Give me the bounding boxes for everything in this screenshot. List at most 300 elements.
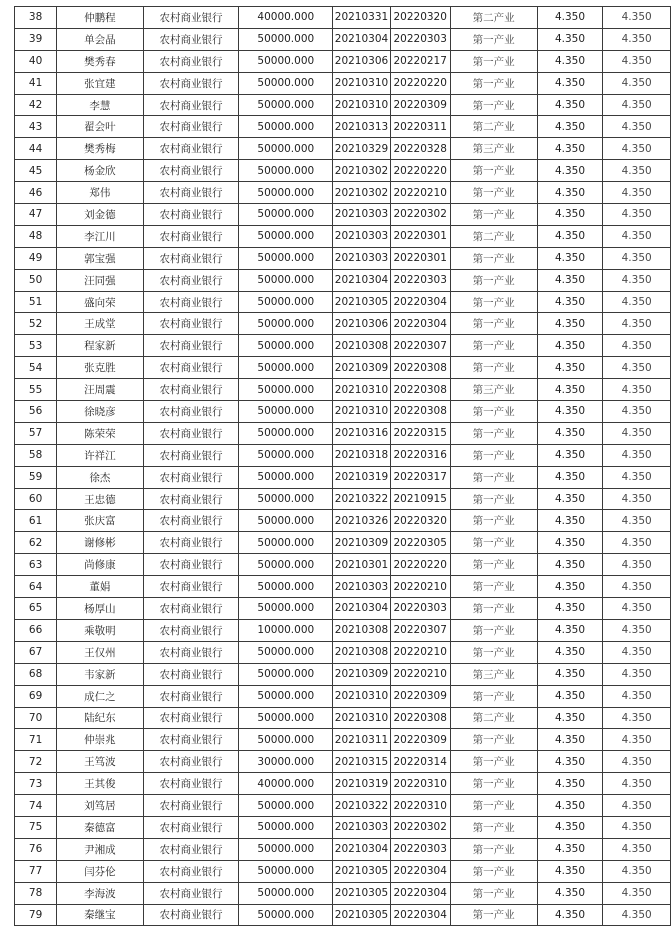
bank-name-cell: 农村商业银行 — [143, 816, 239, 838]
borrower-name-cell: 陈荣荣 — [57, 422, 143, 444]
borrower-name-cell: 樊秀春 — [57, 50, 143, 72]
industry-cell: 第一产业 — [450, 335, 537, 357]
start-date-cell: 20210309 — [333, 357, 391, 379]
end-date-cell: 20220311 — [390, 116, 450, 138]
table-row — [15, 225, 671, 247]
loan-table — [14, 6, 671, 926]
row-number-cell: 56 — [15, 401, 57, 423]
table-row — [15, 488, 671, 510]
end-date-cell: 20220210 — [390, 576, 450, 598]
borrower-name-cell: 尹湘成 — [57, 838, 143, 860]
industry-cell: 第一产业 — [450, 247, 537, 269]
bank-name-cell: 农村商业银行 — [143, 182, 239, 204]
borrower-name-cell: 徐杰 — [57, 466, 143, 488]
loan-amount-cell: 50000.000 — [239, 685, 333, 707]
interest-rate-cell: 4.350 — [537, 204, 603, 226]
bank-name-cell: 农村商业银行 — [143, 685, 239, 707]
subsidy-rate-cell: 4.350 — [603, 291, 671, 313]
industry-cell: 第一产业 — [450, 488, 537, 510]
table-row — [15, 138, 671, 160]
subsidy-rate-cell: 4.350 — [603, 204, 671, 226]
start-date-cell: 20210331 — [333, 7, 391, 29]
loan-amount-cell: 50000.000 — [239, 357, 333, 379]
borrower-name-cell: 汪同强 — [57, 269, 143, 291]
row-number-cell: 45 — [15, 160, 57, 182]
industry-cell: 第一产业 — [450, 816, 537, 838]
bank-name-cell: 农村商业银行 — [143, 401, 239, 423]
interest-rate-cell: 4.350 — [537, 138, 603, 160]
subsidy-rate-cell: 4.350 — [603, 247, 671, 269]
subsidy-rate-cell: 4.350 — [603, 72, 671, 94]
borrower-name-cell: 张克胜 — [57, 357, 143, 379]
loan-amount-cell: 50000.000 — [239, 641, 333, 663]
bank-name-cell: 农村商业银行 — [143, 247, 239, 269]
loan-amount-cell: 30000.000 — [239, 751, 333, 773]
borrower-name-cell: 樊秀梅 — [57, 138, 143, 160]
industry-cell: 第一产业 — [450, 729, 537, 751]
subsidy-rate-cell: 4.350 — [603, 116, 671, 138]
industry-cell: 第二产业 — [450, 225, 537, 247]
interest-rate-cell: 4.350 — [537, 379, 603, 401]
subsidy-rate-cell: 4.350 — [603, 576, 671, 598]
subsidy-rate-cell: 4.350 — [603, 510, 671, 532]
interest-rate-cell: 4.350 — [537, 335, 603, 357]
bank-name-cell: 农村商业银行 — [143, 50, 239, 72]
table-row — [15, 116, 671, 138]
table-row — [15, 28, 671, 50]
row-number-cell: 53 — [15, 335, 57, 357]
interest-rate-cell: 4.350 — [537, 444, 603, 466]
loan-amount-cell: 50000.000 — [239, 444, 333, 466]
bank-name-cell: 农村商业银行 — [143, 729, 239, 751]
end-date-cell: 20220304 — [390, 904, 450, 926]
subsidy-rate-cell: 4.350 — [603, 532, 671, 554]
borrower-name-cell: 翟会叶 — [57, 116, 143, 138]
table-row — [15, 707, 671, 729]
subsidy-rate-cell: 4.350 — [603, 269, 671, 291]
row-number-cell: 48 — [15, 225, 57, 247]
bank-name-cell: 农村商业银行 — [143, 160, 239, 182]
bank-name-cell: 农村商业银行 — [143, 28, 239, 50]
end-date-cell: 20220328 — [390, 138, 450, 160]
borrower-name-cell: 王仅州 — [57, 641, 143, 663]
loan-amount-cell: 50000.000 — [239, 663, 333, 685]
interest-rate-cell: 4.350 — [537, 182, 603, 204]
subsidy-rate-cell: 4.350 — [603, 554, 671, 576]
table-row — [15, 576, 671, 598]
row-number-cell: 61 — [15, 510, 57, 532]
subsidy-rate-cell: 4.350 — [603, 313, 671, 335]
end-date-cell: 20220309 — [390, 94, 450, 116]
loan-amount-cell: 50000.000 — [239, 816, 333, 838]
table-row — [15, 401, 671, 423]
subsidy-rate-cell: 4.350 — [603, 401, 671, 423]
start-date-cell: 20210303 — [333, 225, 391, 247]
start-date-cell: 20210310 — [333, 707, 391, 729]
start-date-cell: 20210303 — [333, 247, 391, 269]
industry-cell: 第三产业 — [450, 379, 537, 401]
borrower-name-cell: 杨厚山 — [57, 598, 143, 620]
bank-name-cell: 农村商业银行 — [143, 663, 239, 685]
end-date-cell: 20220303 — [390, 838, 450, 860]
industry-cell: 第一产业 — [450, 401, 537, 423]
borrower-name-cell: 杨金欣 — [57, 160, 143, 182]
loan-amount-cell: 50000.000 — [239, 838, 333, 860]
interest-rate-cell: 4.350 — [537, 882, 603, 904]
loan-amount-cell: 50000.000 — [239, 72, 333, 94]
table-row — [15, 379, 671, 401]
industry-cell: 第一产业 — [450, 291, 537, 313]
row-number-cell: 74 — [15, 795, 57, 817]
table-row — [15, 247, 671, 269]
end-date-cell: 20220304 — [390, 291, 450, 313]
start-date-cell: 20210304 — [333, 838, 391, 860]
bank-name-cell: 农村商业银行 — [143, 576, 239, 598]
bank-name-cell: 农村商业银行 — [143, 488, 239, 510]
industry-cell: 第三产业 — [450, 138, 537, 160]
industry-cell: 第一产业 — [450, 904, 537, 926]
subsidy-rate-cell: 4.350 — [603, 160, 671, 182]
table-row — [15, 357, 671, 379]
end-date-cell: 20220210 — [390, 182, 450, 204]
start-date-cell: 20210303 — [333, 576, 391, 598]
loan-amount-cell: 50000.000 — [239, 598, 333, 620]
subsidy-rate-cell: 4.350 — [603, 7, 671, 29]
borrower-name-cell: 李海波 — [57, 882, 143, 904]
interest-rate-cell: 4.350 — [537, 28, 603, 50]
borrower-name-cell: 仲崇兆 — [57, 729, 143, 751]
row-number-cell: 52 — [15, 313, 57, 335]
bank-name-cell: 农村商业银行 — [143, 225, 239, 247]
borrower-name-cell: 盛向荣 — [57, 291, 143, 313]
loan-amount-cell: 50000.000 — [239, 488, 333, 510]
bank-name-cell: 农村商业银行 — [143, 444, 239, 466]
interest-rate-cell: 4.350 — [537, 598, 603, 620]
end-date-cell: 20220303 — [390, 28, 450, 50]
row-number-cell: 50 — [15, 269, 57, 291]
table-row — [15, 313, 671, 335]
borrower-name-cell: 王笃波 — [57, 751, 143, 773]
row-number-cell: 70 — [15, 707, 57, 729]
table-row — [15, 50, 671, 72]
end-date-cell: 20220320 — [390, 510, 450, 532]
start-date-cell: 20210309 — [333, 532, 391, 554]
industry-cell: 第一产业 — [450, 28, 537, 50]
start-date-cell: 20210310 — [333, 94, 391, 116]
start-date-cell: 20210326 — [333, 510, 391, 532]
loan-amount-cell: 50000.000 — [239, 729, 333, 751]
row-number-cell: 58 — [15, 444, 57, 466]
row-number-cell: 44 — [15, 138, 57, 160]
table-row — [15, 94, 671, 116]
row-number-cell: 78 — [15, 882, 57, 904]
end-date-cell: 20220308 — [390, 379, 450, 401]
end-date-cell: 20220305 — [390, 532, 450, 554]
subsidy-rate-cell: 4.350 — [603, 663, 671, 685]
end-date-cell: 20220314 — [390, 751, 450, 773]
row-number-cell: 54 — [15, 357, 57, 379]
interest-rate-cell: 4.350 — [537, 707, 603, 729]
interest-rate-cell: 4.350 — [537, 401, 603, 423]
borrower-name-cell: 刘笃居 — [57, 795, 143, 817]
bank-name-cell: 农村商业银行 — [143, 554, 239, 576]
industry-cell: 第二产业 — [450, 707, 537, 729]
borrower-name-cell: 徐晓彦 — [57, 401, 143, 423]
subsidy-rate-cell: 4.350 — [603, 838, 671, 860]
bank-name-cell: 农村商业银行 — [143, 641, 239, 663]
table-row — [15, 729, 671, 751]
start-date-cell: 20210306 — [333, 50, 391, 72]
loan-amount-cell: 50000.000 — [239, 532, 333, 554]
bank-name-cell: 农村商业银行 — [143, 72, 239, 94]
industry-cell: 第一产业 — [450, 466, 537, 488]
borrower-name-cell: 程家新 — [57, 335, 143, 357]
bank-name-cell: 农村商业银行 — [143, 422, 239, 444]
interest-rate-cell: 4.350 — [537, 357, 603, 379]
subsidy-rate-cell: 4.350 — [603, 729, 671, 751]
table-row — [15, 838, 671, 860]
loan-amount-cell: 50000.000 — [239, 576, 333, 598]
start-date-cell: 20210319 — [333, 773, 391, 795]
start-date-cell: 20210302 — [333, 182, 391, 204]
row-number-cell: 65 — [15, 598, 57, 620]
subsidy-rate-cell: 4.350 — [603, 751, 671, 773]
row-number-cell: 62 — [15, 532, 57, 554]
interest-rate-cell: 4.350 — [537, 751, 603, 773]
loan-amount-cell: 40000.000 — [239, 7, 333, 29]
end-date-cell: 20220302 — [390, 204, 450, 226]
bank-name-cell: 农村商业银行 — [143, 357, 239, 379]
bank-name-cell: 农村商业银行 — [143, 532, 239, 554]
loan-table-sheet — [14, 6, 671, 926]
start-date-cell: 20210310 — [333, 401, 391, 423]
start-date-cell: 20210311 — [333, 729, 391, 751]
interest-rate-cell: 4.350 — [537, 422, 603, 444]
industry-cell: 第一产业 — [450, 532, 537, 554]
start-date-cell: 20210308 — [333, 335, 391, 357]
interest-rate-cell: 4.350 — [537, 663, 603, 685]
start-date-cell: 20210305 — [333, 291, 391, 313]
industry-cell: 第一产业 — [450, 860, 537, 882]
industry-cell: 第一产业 — [450, 838, 537, 860]
borrower-name-cell: 李江川 — [57, 225, 143, 247]
interest-rate-cell: 4.350 — [537, 488, 603, 510]
loan-amount-cell: 50000.000 — [239, 401, 333, 423]
borrower-name-cell: 成仁之 — [57, 685, 143, 707]
bank-name-cell: 农村商业银行 — [143, 313, 239, 335]
row-number-cell: 66 — [15, 619, 57, 641]
end-date-cell: 20220302 — [390, 816, 450, 838]
bank-name-cell: 农村商业银行 — [143, 291, 239, 313]
end-date-cell: 20220217 — [390, 50, 450, 72]
end-date-cell: 20220210 — [390, 663, 450, 685]
end-date-cell: 20220220 — [390, 160, 450, 182]
row-number-cell: 79 — [15, 904, 57, 926]
subsidy-rate-cell: 4.350 — [603, 795, 671, 817]
start-date-cell: 20210309 — [333, 663, 391, 685]
start-date-cell: 20210329 — [333, 138, 391, 160]
borrower-name-cell: 张宜建 — [57, 72, 143, 94]
table-row — [15, 422, 671, 444]
industry-cell: 第一产业 — [450, 313, 537, 335]
subsidy-rate-cell: 4.350 — [603, 598, 671, 620]
interest-rate-cell: 4.350 — [537, 532, 603, 554]
row-number-cell: 71 — [15, 729, 57, 751]
borrower-name-cell: 秦继宝 — [57, 904, 143, 926]
borrower-name-cell: 仲鹏程 — [57, 7, 143, 29]
loan-amount-cell: 50000.000 — [239, 269, 333, 291]
start-date-cell: 20210302 — [333, 160, 391, 182]
loan-amount-cell: 50000.000 — [239, 116, 333, 138]
start-date-cell: 20210310 — [333, 72, 391, 94]
row-number-cell: 59 — [15, 466, 57, 488]
industry-cell: 第一产业 — [450, 94, 537, 116]
row-number-cell: 39 — [15, 28, 57, 50]
row-number-cell: 75 — [15, 816, 57, 838]
end-date-cell: 20220308 — [390, 401, 450, 423]
row-number-cell: 72 — [15, 751, 57, 773]
loan-amount-cell: 50000.000 — [239, 247, 333, 269]
bank-name-cell: 农村商业银行 — [143, 269, 239, 291]
row-number-cell: 69 — [15, 685, 57, 707]
end-date-cell: 20220301 — [390, 225, 450, 247]
interest-rate-cell: 4.350 — [537, 554, 603, 576]
row-number-cell: 73 — [15, 773, 57, 795]
row-number-cell: 63 — [15, 554, 57, 576]
end-date-cell: 20220320 — [390, 7, 450, 29]
industry-cell: 第二产业 — [450, 7, 537, 29]
row-number-cell: 60 — [15, 488, 57, 510]
start-date-cell: 20210319 — [333, 466, 391, 488]
subsidy-rate-cell: 4.350 — [603, 50, 671, 72]
end-date-cell: 20220220 — [390, 72, 450, 94]
row-number-cell: 42 — [15, 94, 57, 116]
start-date-cell: 20210308 — [333, 641, 391, 663]
loan-amount-cell: 50000.000 — [239, 50, 333, 72]
borrower-name-cell: 韦家新 — [57, 663, 143, 685]
bank-name-cell: 农村商业银行 — [143, 335, 239, 357]
borrower-name-cell: 秦德富 — [57, 816, 143, 838]
table-row — [15, 291, 671, 313]
bank-name-cell: 农村商业银行 — [143, 838, 239, 860]
interest-rate-cell: 4.350 — [537, 816, 603, 838]
bank-name-cell: 农村商业银行 — [143, 510, 239, 532]
borrower-name-cell: 郑伟 — [57, 182, 143, 204]
subsidy-rate-cell: 4.350 — [603, 860, 671, 882]
end-date-cell: 20220220 — [390, 554, 450, 576]
industry-cell: 第一产业 — [450, 50, 537, 72]
interest-rate-cell: 4.350 — [537, 576, 603, 598]
end-date-cell: 20220317 — [390, 466, 450, 488]
start-date-cell: 20210305 — [333, 904, 391, 926]
row-number-cell: 77 — [15, 860, 57, 882]
industry-cell: 第一产业 — [450, 422, 537, 444]
loan-amount-cell: 50000.000 — [239, 422, 333, 444]
end-date-cell: 20220303 — [390, 598, 450, 620]
bank-name-cell: 农村商业银行 — [143, 795, 239, 817]
loan-amount-cell: 10000.000 — [239, 619, 333, 641]
industry-cell: 第一产业 — [450, 444, 537, 466]
borrower-name-cell: 谢修彬 — [57, 532, 143, 554]
table-row — [15, 532, 671, 554]
start-date-cell: 20210313 — [333, 116, 391, 138]
interest-rate-cell: 4.350 — [537, 685, 603, 707]
interest-rate-cell: 4.350 — [537, 225, 603, 247]
industry-cell: 第一产业 — [450, 641, 537, 663]
row-number-cell: 67 — [15, 641, 57, 663]
end-date-cell: 20220310 — [390, 795, 450, 817]
end-date-cell: 20220304 — [390, 313, 450, 335]
end-date-cell: 20220307 — [390, 335, 450, 357]
borrower-name-cell: 许祥江 — [57, 444, 143, 466]
row-number-cell: 55 — [15, 379, 57, 401]
loan-amount-cell: 40000.000 — [239, 773, 333, 795]
interest-rate-cell: 4.350 — [537, 291, 603, 313]
subsidy-rate-cell: 4.350 — [603, 422, 671, 444]
row-number-cell: 64 — [15, 576, 57, 598]
table-row — [15, 663, 671, 685]
row-number-cell: 47 — [15, 204, 57, 226]
table-row — [15, 619, 671, 641]
interest-rate-cell: 4.350 — [537, 116, 603, 138]
table-row — [15, 641, 671, 663]
bank-name-cell: 农村商业银行 — [143, 619, 239, 641]
end-date-cell: 20220304 — [390, 882, 450, 904]
end-date-cell: 20220304 — [390, 860, 450, 882]
start-date-cell: 20210305 — [333, 882, 391, 904]
subsidy-rate-cell: 4.350 — [603, 225, 671, 247]
loan-amount-cell: 50000.000 — [239, 225, 333, 247]
row-number-cell: 38 — [15, 7, 57, 29]
table-row — [15, 466, 671, 488]
industry-cell: 第一产业 — [450, 160, 537, 182]
table-row — [15, 7, 671, 29]
borrower-name-cell: 王忠德 — [57, 488, 143, 510]
industry-cell: 第一产业 — [450, 795, 537, 817]
subsidy-rate-cell: 4.350 — [603, 619, 671, 641]
start-date-cell: 20210318 — [333, 444, 391, 466]
loan-amount-cell: 50000.000 — [239, 379, 333, 401]
loan-amount-cell: 50000.000 — [239, 554, 333, 576]
industry-cell: 第一产业 — [450, 357, 537, 379]
row-number-cell: 76 — [15, 838, 57, 860]
start-date-cell: 20210322 — [333, 795, 391, 817]
interest-rate-cell: 4.350 — [537, 619, 603, 641]
bank-name-cell: 农村商业银行 — [143, 882, 239, 904]
start-date-cell: 20210306 — [333, 313, 391, 335]
loan-amount-cell: 50000.000 — [239, 204, 333, 226]
interest-rate-cell: 4.350 — [537, 269, 603, 291]
interest-rate-cell: 4.350 — [537, 7, 603, 29]
row-number-cell: 68 — [15, 663, 57, 685]
interest-rate-cell: 4.350 — [537, 94, 603, 116]
bank-name-cell: 农村商业银行 — [143, 707, 239, 729]
bank-name-cell: 农村商业银行 — [143, 598, 239, 620]
row-number-cell: 57 — [15, 422, 57, 444]
loan-amount-cell: 50000.000 — [239, 313, 333, 335]
borrower-name-cell: 单会晶 — [57, 28, 143, 50]
table-row — [15, 860, 671, 882]
interest-rate-cell: 4.350 — [537, 247, 603, 269]
borrower-name-cell: 张庆富 — [57, 510, 143, 532]
end-date-cell: 20220308 — [390, 707, 450, 729]
loan-amount-cell: 50000.000 — [239, 707, 333, 729]
bank-name-cell: 农村商业银行 — [143, 94, 239, 116]
start-date-cell: 20210310 — [333, 379, 391, 401]
subsidy-rate-cell: 4.350 — [603, 94, 671, 116]
loan-amount-cell: 50000.000 — [239, 795, 333, 817]
industry-cell: 第一产业 — [450, 204, 537, 226]
